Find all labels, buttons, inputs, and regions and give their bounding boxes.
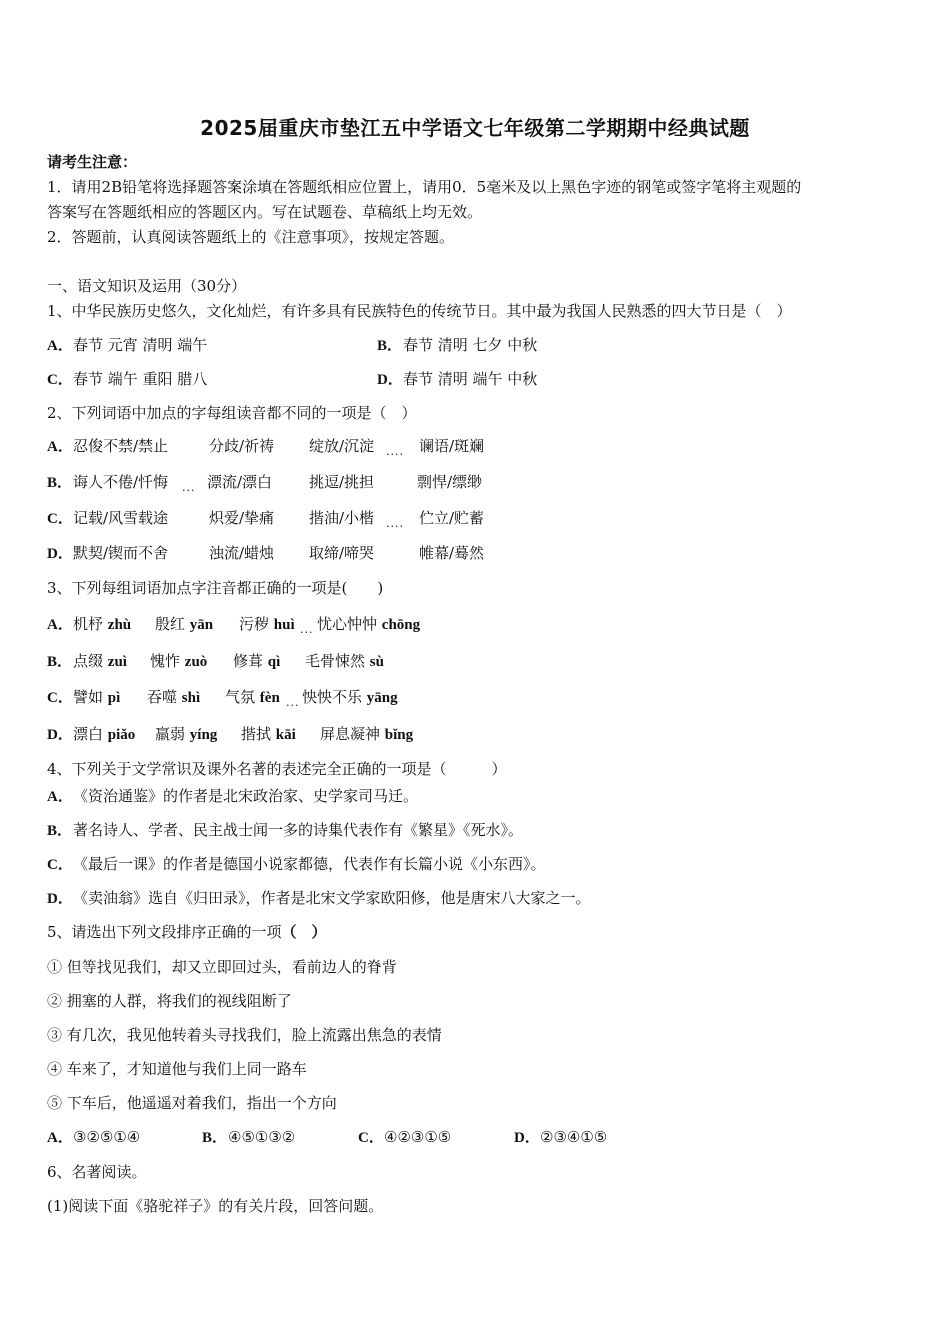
q3-stem: 3、下列每组词语加点字注音都正确的一项是( ): [47, 579, 384, 597]
q5-option-a: A．③②⑤①④: [47, 1128, 141, 1146]
notice-item-1-line-1: 1．请用2B铅笔将选择题答案涂填在答题纸相应位置上，请用0．5毫米及以上黑色字迹的钢笔或签字笔将主观题的: [47, 178, 802, 196]
q4-option-b: B．著名诗人、学者、民主战士闻一多的诗集代表作有《繁星》《死水》。: [47, 821, 524, 839]
notice-heading: 请考生注意：: [47, 153, 138, 171]
q6-stem: 6、名著阅读。: [47, 1163, 147, 1181]
q2-option-a: A．忍俊不禁/禁止 分歧/祈祷 绽放/沉淀 .... 谰语/斑斓: [47, 437, 485, 458]
q5-stem: 5、请选出下列文段排序正确的一项（ ）: [47, 923, 327, 941]
q5-options: [47, 1127, 907, 1147]
q3-option-b: B．点缀 zuì 愧怍 zuò 修葺 qì 毛骨悚然 sù: [47, 652, 384, 670]
q1-options-row-2: [47, 369, 907, 389]
q2-option-b: B．诲人不倦/忏悔 ... 漂流/漂白 挑逗/挑担 剽悍/缥缈: [47, 473, 483, 494]
q1-options-row-1: [47, 335, 907, 355]
q4-option-d: D．《卖油翁》选自《归田录》，作者是北宋文学家欧阳修，他是唐宋八大家之一。: [47, 889, 591, 907]
q1-option-b: B．春节 清明 七夕 中秋: [377, 336, 538, 354]
q3-option-d: D．漂白 piǎo 羸弱 yíng 揩拭 kāi 屏息凝神 bǐng: [47, 725, 414, 743]
q1-option-a: A．春节 元宵 清明 端午: [47, 336, 208, 354]
q5-sentence-1: ① 但等找见我们，却又立即回过头，看前边人的脊背: [47, 958, 397, 976]
q6-sub-1: (1)阅读下面《骆驼祥子》的有关片段，回答问题。: [47, 1197, 384, 1215]
q5-sentence-5: ⑤ 下车后，他遥遥对着我们，指出一个方向: [47, 1094, 337, 1112]
notice-item-1-line-2: 答案写在答题纸相应的答题区内。写在试题卷、草稿纸上均无效。: [47, 203, 483, 221]
q5-sentence-4: ④ 车来了，才知道他与我们上同一路车: [47, 1060, 307, 1078]
q4-stem: 4、下列关于文学常识及课外名著的表述完全正确的一项是（ ）: [47, 760, 507, 778]
q2-option-c: C．记载/风雪载途 炽爱/挚痛 揩油/小楷 .... 伫立/贮蓄: [47, 509, 485, 530]
notice-item-2: 2．答题前，认真阅读答题纸上的《注意事项》，按规定答题。: [47, 228, 455, 246]
q5-sentence-3: ③ 有几次，我见他转着头寻找我们，脸上流露出焦急的表情: [47, 1026, 442, 1044]
q5-option-c: C．④②③①⑤: [358, 1128, 452, 1146]
q1-option-d: D．春节 清明 端午 中秋: [377, 370, 538, 388]
q2-stem: 2、下列词语中加点的字每组读音都不同的一项是（ ）: [47, 404, 417, 422]
page-title: 2025届重庆市垫江五中学语文七年级第二学期期中经典试题: [200, 116, 750, 140]
q3-option-a: A．机杼 zhù 殷红 yān 污秽 huì ... 忧心忡忡 chōng: [47, 615, 421, 636]
q1-stem: 1、中华民族历史悠久，文化灿烂，有许多具有民族特色的传统节日。其中最为我国人民熟悉的四大节日是（ ）: [47, 302, 792, 320]
q5-option-b: B．④⑤①③②: [202, 1128, 296, 1146]
q3-option-c: C．譬如 pì 吞噬 shì 气氛 fèn ... 怏怏不乐 yāng: [47, 688, 398, 709]
q4-option-a: A．《资治通鉴》的作者是北宋政治家、史学家司马迁。: [47, 787, 419, 805]
q5-option-d: D．②③④①⑤: [514, 1128, 608, 1146]
q5-sentence-2: ② 拥塞的人群，将我们的视线阻断了: [47, 992, 292, 1010]
q4-option-c: C．《最后一课》的作者是德国小说家都德，代表作有长篇小说《小东西》。: [47, 855, 546, 873]
q1-option-c: C．春节 端午 重阳 腊八: [47, 370, 208, 388]
section-heading: 一、语文知识及运用（30分）: [47, 277, 247, 295]
q2-option-d: D．默契/锲而不舍 浊流/蜡烛 取缔/啼哭 帷幕/蓦然: [47, 544, 485, 562]
